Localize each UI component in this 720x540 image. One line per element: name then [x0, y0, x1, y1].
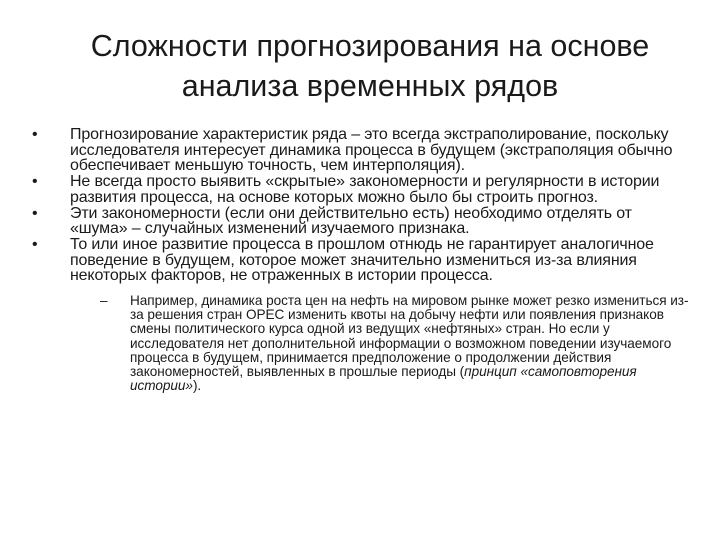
bullet-marker: •: [32, 126, 38, 143]
bullet-item-4: [30, 237, 690, 394]
sub-bullet-text-end: ).: [192, 378, 202, 394]
bullet-text-2: Не всегда просто выявить «скрытые» закономерности и регулярности в истории развития процесса, на основе которых можно было бы строить прогноз.: [70, 173, 660, 206]
bullet-item-1: [30, 127, 690, 174]
bullet-text-1: Прогнозирование характеристик ряда – это всегда экстраполирование, поскольку исследователя интересует динамика процесса в будущем (экстраполяция обычно обеспечивает меньшую точность, чем интерполяция).: [70, 126, 673, 175]
slide-title-line-2: анализа временных рядов: [181, 69, 559, 103]
sub-bullet-text: Например, динамика роста цен на нефть на мировом рынке может резко измениться из-за решения стран ОРЕС изменить квоты на добычу нефти или появления признаков смены политического курса одной из ведущих «нефтяных» стран. Но если у исследователя нет дополнительной информации о возможном поведении изучаемого процесса в будущем, принимается предположение о продолжении действия закономерностей, выявленных в прошлые периоды (: [130, 293, 689, 380]
bullet-marker: •: [32, 204, 38, 222]
bullet-item-3: [30, 206, 690, 237]
bullet-item-2: [30, 174, 690, 205]
sub-bullet-italic-text: принцип «самоповторения истории»: [130, 364, 637, 394]
slide-title-line-1: Сложности прогнозирования на основе: [90, 29, 650, 63]
slide-title: [40, 26, 700, 106]
sub-bullet-item: [70, 294, 690, 393]
bullet-marker: •: [32, 173, 38, 191]
sub-bullet-marker: –: [100, 293, 108, 309]
bullet-marker: •: [32, 235, 38, 253]
bullet-text-4: То или иное развитие процесса в прошлом отнюдь не гарантирует аналогичное поведение в будущем, которое может значительно измениться из-за влияния некоторых факторов, не отраженных в истории процесса.: [70, 235, 654, 285]
sub-bullet-list: [70, 294, 690, 393]
bullet-text-3: Эти закономерности (если они действительно есть) необходимо отделять от «шума» – случайных изменений изучаемого признака.: [70, 204, 632, 238]
bullet-list: [30, 127, 690, 393]
